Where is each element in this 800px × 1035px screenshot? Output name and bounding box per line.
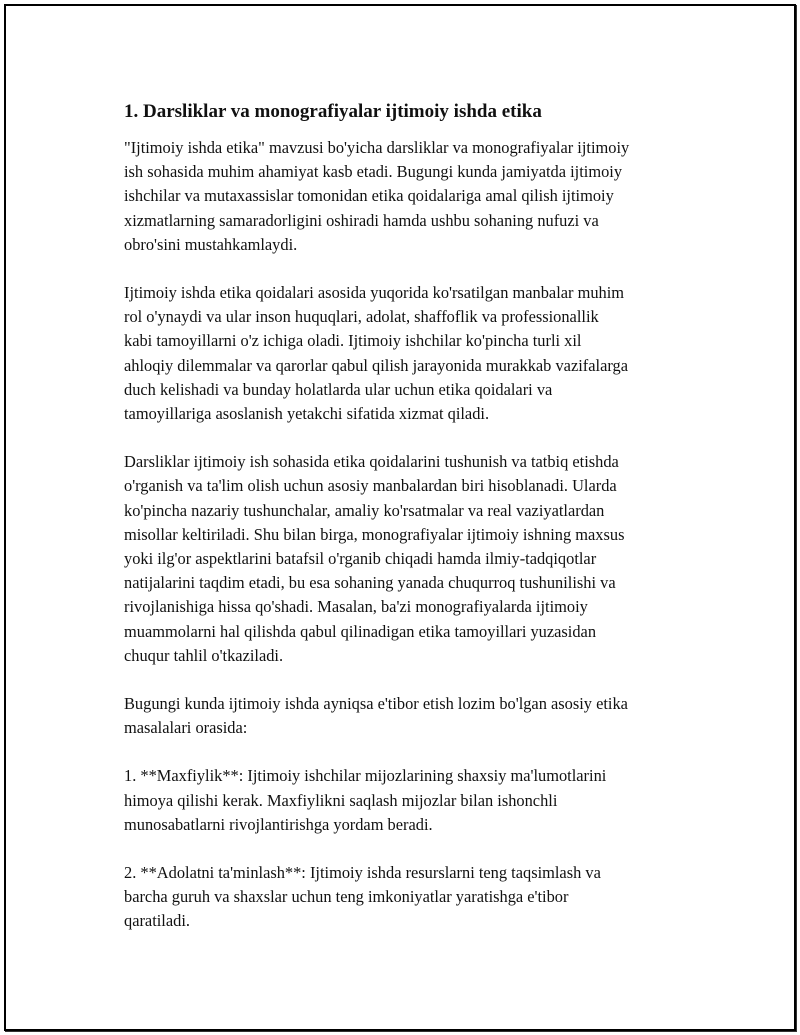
text-line: 1. **Maxfiylik**: Ijtimoiy ishchilar mijozlarining shaxsiy ma'lumotlarini <box>124 766 607 786</box>
list-item-confidentiality <box>124 764 696 837</box>
text-line: kabi tamoyillarni o'z ichiga oladi. Ijtimoiy ishchilar ko'pincha turli xil <box>124 331 582 351</box>
text-line: Darsliklar ijtimoiy ish sohasida etika qoidalarini tushunish va tatbiq etishda <box>124 452 619 472</box>
text-line: obro'sini mustahkamlaydi. <box>124 234 298 254</box>
text-line: himoya qilishi kerak. Maxfiylikni saqlash mijozlar bilan ishonchli <box>124 790 558 810</box>
text-line: ishchilar va mutaxassislar tomonidan etika qoidalariga amal qilish ijtimoiy <box>124 186 614 206</box>
text-line: "Ijtimoiy ishda etika" mavzusi bo'yicha darsliklar va monografiyalar ijtimoiy <box>124 138 630 157</box>
text-line: masalalari orasida: <box>124 718 248 738</box>
text-line: misollar keltiriladi. Shu bilan birga, monografiyalar ijtimoiy ishning maxsus <box>124 524 625 544</box>
text-line: ahloqiy dilemmalar va qarorlar qabul qilish jarayonida murakkab vazifalarga <box>124 355 628 375</box>
text-line: ko'pincha nazariy tushunchalar, amaliy ko'rsatmalar va real vaziyatlardan <box>124 500 605 520</box>
text-line: ish sohasida muhim ahamiyat kasb etadi. Bugungi kunda jamiyatda ijtimoiy <box>124 162 623 182</box>
text-line: munosabatlarni rivojlantirishga yordam beradi. <box>124 814 433 834</box>
text-line: chuqur tahlil o'tkaziladi. <box>124 645 284 665</box>
paragraph-key-issues <box>124 692 696 740</box>
text-line: Ijtimoiy ishda etika qoidalari asosida yuqorida ko'rsatilgan manbalar muhim <box>124 283 625 303</box>
paragraph-ethics-rules <box>124 281 696 426</box>
paragraph-textbooks <box>124 450 696 668</box>
list-item-justice <box>124 861 696 934</box>
text-line: tamoyillariga asoslanish yetakchi sifatida xizmat qiladi. <box>124 404 490 424</box>
text-line: muammolarni hal qilishda qabul qilinadigan etika tamoyillari yuzasidan <box>124 621 597 641</box>
text-line: yoki ilg'or aspektlarini batafsil o'rganib chiqadi hamda ilmiy-tadqiqotlar <box>124 549 597 569</box>
text-line: duch kelishadi va bunday holatlarda ular uchun etika qoidalari va <box>124 379 553 399</box>
text-line: qaratiladi. <box>124 911 190 931</box>
paragraph-intro <box>124 136 696 257</box>
text-line: natijalarini taqdim etadi, bu esa sohaning yanada chuqurroq tushunilishi va <box>124 573 616 593</box>
text-line: rol o'ynaydi va ular inson huquqlari, adolat, shaffoflik va professionallik <box>124 307 599 327</box>
text-line: barcha guruh va shaxslar uchun teng imkoniyatlar yaratishga e'tibor <box>124 887 569 907</box>
text-line: o'rganish va ta'lim olish uchun asosiy manbalardan biri hisoblanadi. Ularda <box>124 476 617 496</box>
text-line: rivojlanishiga hissa qo'shadi. Masalan, ba'zi monografiyalarda ijtimoiy <box>124 597 588 617</box>
text-line: xizmatlarning samaradorligini oshiradi hamda ushbu sohaning nufuzi va <box>124 210 599 230</box>
text-line: Bugungi kunda ijtimoiy ishda ayniqsa e'tibor etish lozim bo'lgan asosiy etika <box>124 694 628 714</box>
page-frame <box>4 4 796 1031</box>
text-line: 2. **Adolatni ta'minlash**: Ijtimoiy ishda resurslarni teng taqsimlash va <box>124 863 601 883</box>
section-heading: 1. Darsliklar va monografiyalar ijtimoiy ishda etika <box>124 101 542 122</box>
document-body <box>124 100 696 958</box>
